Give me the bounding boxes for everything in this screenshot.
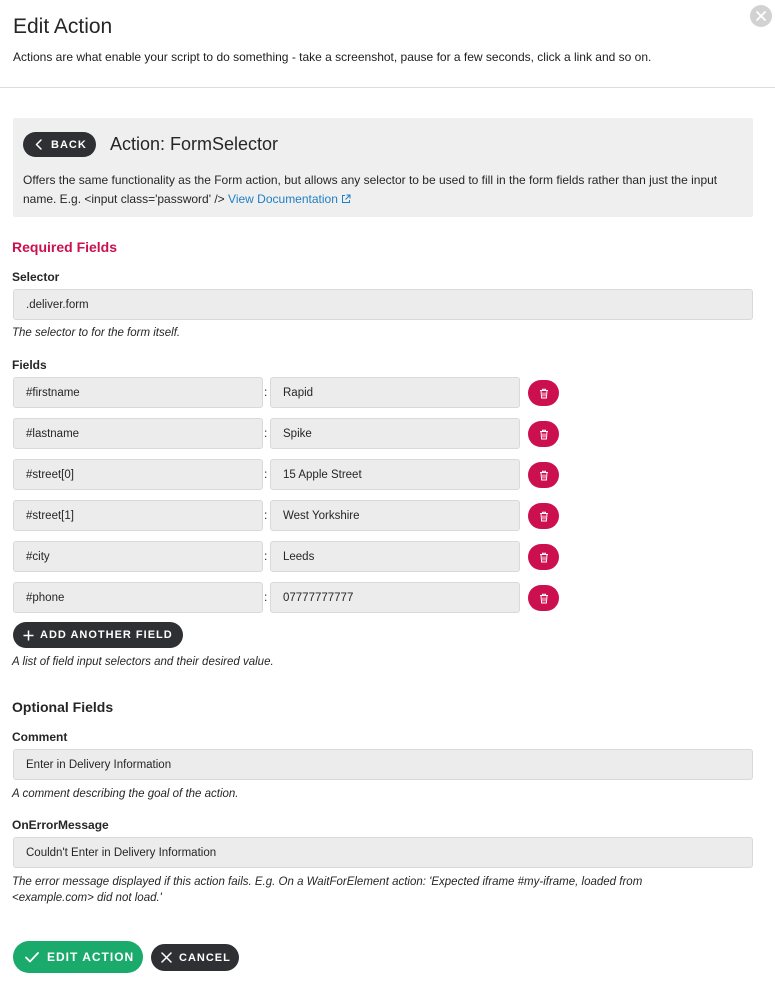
add-another-field-button[interactable] <box>13 622 183 648</box>
field-key-input[interactable]: #firstname <box>13 377 263 408</box>
back-button-label: BACK <box>51 138 87 151</box>
external-link-icon <box>341 194 351 204</box>
action-title: Action: FormSelector <box>110 134 279 154</box>
view-documentation-link[interactable] <box>228 192 351 206</box>
field-separator: : <box>264 385 268 399</box>
selector-label: Selector <box>12 270 60 284</box>
fields-label: Fields <box>12 358 47 372</box>
delete-field-button[interactable] <box>528 503 559 529</box>
page-subtitle: Actions are what enable your script to do something - take a screenshot, pause for a few seconds, click a link and so on. <box>13 50 652 64</box>
comment-label: Comment <box>12 730 68 744</box>
comment-input[interactable]: Enter in Delivery Information <box>13 749 753 780</box>
chevron-left-icon <box>35 139 42 150</box>
page-title: Edit Action <box>13 15 113 38</box>
add-another-field-label: ADD ANOTHER FIELD <box>40 629 173 641</box>
required-fields-heading: Required Fields <box>12 239 118 255</box>
field-key-input[interactable]: #city <box>13 541 263 572</box>
action-description <box>23 171 745 209</box>
field-key-input[interactable]: #street[1] <box>13 500 263 531</box>
selector-help: The selector to for the form itself. <box>12 327 181 339</box>
back-button[interactable] <box>23 132 96 157</box>
trash-icon <box>539 429 549 440</box>
on-error-message-input[interactable]: Couldn't Enter in Delivery Information <box>13 837 753 868</box>
field-value-input[interactable]: Leeds <box>270 541 520 572</box>
trash-icon <box>539 593 549 604</box>
trash-icon <box>539 470 549 481</box>
field-separator: : <box>264 590 268 604</box>
field-value-input[interactable]: Spike <box>270 418 520 449</box>
on-error-message-label: OnErrorMessage <box>12 818 109 832</box>
modal-header <box>0 0 775 88</box>
close-icon <box>756 11 766 21</box>
field-value-input[interactable]: Rapid <box>270 377 520 408</box>
field-value-input[interactable]: 07777777777 <box>270 582 520 613</box>
cancel-label: CANCEL <box>179 951 231 964</box>
selector-input[interactable]: .deliver.form <box>13 289 753 320</box>
field-key-input[interactable]: #street[0] <box>13 459 263 490</box>
field-separator: : <box>264 549 268 563</box>
edit-action-label: EDIT ACTION <box>47 950 135 964</box>
plus-icon <box>23 630 34 641</box>
trash-icon <box>539 388 549 399</box>
delete-field-button[interactable] <box>528 421 559 447</box>
field-separator: : <box>264 467 268 481</box>
action-info-panel <box>13 118 753 217</box>
field-key-input[interactable]: #lastname <box>13 418 263 449</box>
field-key-input[interactable]: #phone <box>13 582 263 613</box>
cancel-button[interactable] <box>151 944 239 971</box>
close-button[interactable] <box>750 5 772 27</box>
delete-field-button[interactable] <box>528 585 559 611</box>
comment-help: A comment describing the goal of the action. <box>12 788 239 800</box>
trash-icon <box>539 511 549 522</box>
delete-field-button[interactable] <box>528 544 559 570</box>
action-description-text: Offers the same functionality as the Form action, but allows any selector to be used to fill in the form fields rather than just the input name. E.g. <input class='password' /> <box>23 173 718 206</box>
edit-action-button[interactable] <box>13 941 143 973</box>
close-icon <box>161 952 172 963</box>
delete-field-button[interactable] <box>528 380 559 406</box>
field-value-input[interactable]: 15 Apple Street <box>270 459 520 490</box>
view-documentation-label: View Documentation <box>228 192 338 206</box>
field-value-input[interactable]: West Yorkshire <box>270 500 520 531</box>
fields-help: A list of field input selectors and their desired value. <box>12 656 274 668</box>
trash-icon <box>539 552 549 563</box>
field-separator: : <box>264 426 268 440</box>
delete-field-button[interactable] <box>528 462 559 488</box>
checkmark-icon <box>25 952 39 963</box>
on-error-message-help: The error message displayed if this action fails. E.g. On a WaitForElement action: 'Expected iframe #my-iframe, loaded from <example.com> did not load.' <box>12 876 643 904</box>
field-separator: : <box>264 508 268 522</box>
optional-fields-heading: Optional Fields <box>12 699 114 715</box>
